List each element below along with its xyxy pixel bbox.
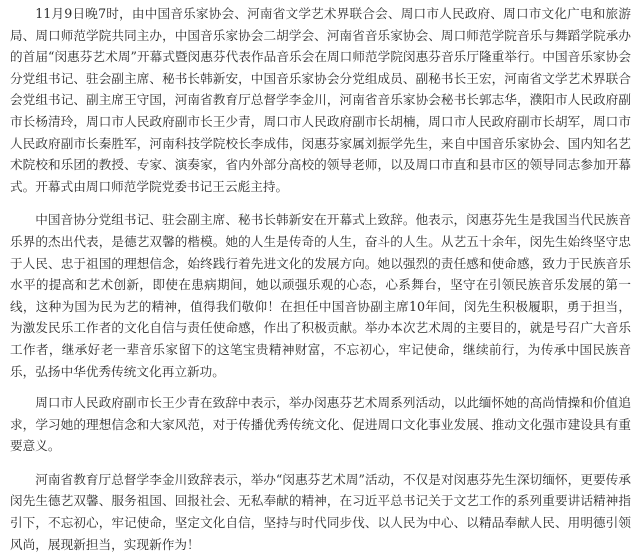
paragraph-li-jinchuan-speech: 河南省教育厅总督学李金川致辞表示，举办“闵惠芬艺术周”活动，不仅是对闵惠芬先生深切缅怀，更要传承闵先生德艺双馨、服务祖国、回报社会、无私奉献的精神，在习近平总书记关于文艺工作的系列重要讲话精神指引下，不忘初心，牢记使命，坚定文化自信，坚持与时代同步伐、以人民为中心、以精品奉献人民、用明德引领风尚，展现新担当，实现新作为！ — [10, 471, 631, 552]
paragraph-wang-shaoqing-speech: 周口市人民政府副市长王少青在致辞中表示，举办闵惠芬艺术周系列活动，以此缅怀她的高尚情操和价值追求，学习她的理想信念和大家风范，对于传播优秀传统文化、促进周口文化事业发展、推动文化强市建设具有重要意义。 — [10, 395, 631, 454]
paragraph-han-xinan-speech: 中国音协分党组书记、驻会副主席、秘书长韩新安在开幕式上致辞。他表示，闵惠芬先生是我国当代民族音乐界的杰出代表，是德艺双馨的楷模。她的人生是传奇的人生，奋斗的人生。从艺五十余年，闵先生始终坚守忠于人民、忠于祖国的理想信念，始终践行着先进文化的发展方向。她以强烈的责任感和使命感，致力于民族音乐水平的提高和艺术创新，即使在患病期间，她以顽强乐观的心态，心系舞台，坚守在引领民族音乐发展的第一线，这种为国为民为艺的精神，值得我们敬仰！在担任中国音协副主席10年间，闵先生积极履职，勇于担当，为激发民乐工作者的文化自信与责任使命感，作出了积极贡献。举办本次艺术周的主要目的，就是号召广大音乐工作者，继承好老一辈音乐家留下的这笔宝贵精神财富，不忘初心，牢记使命，继续前行，为传承中国民族音乐，弘扬中华优秀传统文化再立新功。 — [10, 212, 631, 379]
paragraph-opening-ceremony: 11月9日晚7时，由中国音乐家协会、河南省文学艺术界联合会、周口市人民政府、周口市文化广电和旅游局、周口师范学院共同主办，中国音乐家协会二胡学会、河南省音乐家协会、周口师范学院音乐与舞蹈学院承办的首届“闵惠芬艺术周”开幕式暨闵惠芬代表作品音乐会在周口师范学院闵惠芬音乐厅隆重举行。中国音乐家协会分党组书记、驻会副主席、秘书长韩新安，中国音乐家协会分党组成员、副秘书长王宏，河南省文学艺术界联合会党组书记、副主席王守国，河南省教育厅总督学李金川，河南省音乐家协会秘书长郭志华，濮阳市人民政府副市长杨清玲，周口市人民政府副市长王少青，周口市人民政府副市长胡楠，周口市人民政府副市长胡军，周口市人民政府副市长秦胜军，河南科技学院校长李成伟，闵惠芬家属刘振学先生，来自中国音乐家协会、国内知名艺术院校和乐团的教授、专家、演奏家，省内外部分高校的领导老师，以及周口市直和县市区的领导同志参加开幕式。开幕式由周口师范学院党委书记王云彪主持。 — [10, 6, 631, 194]
